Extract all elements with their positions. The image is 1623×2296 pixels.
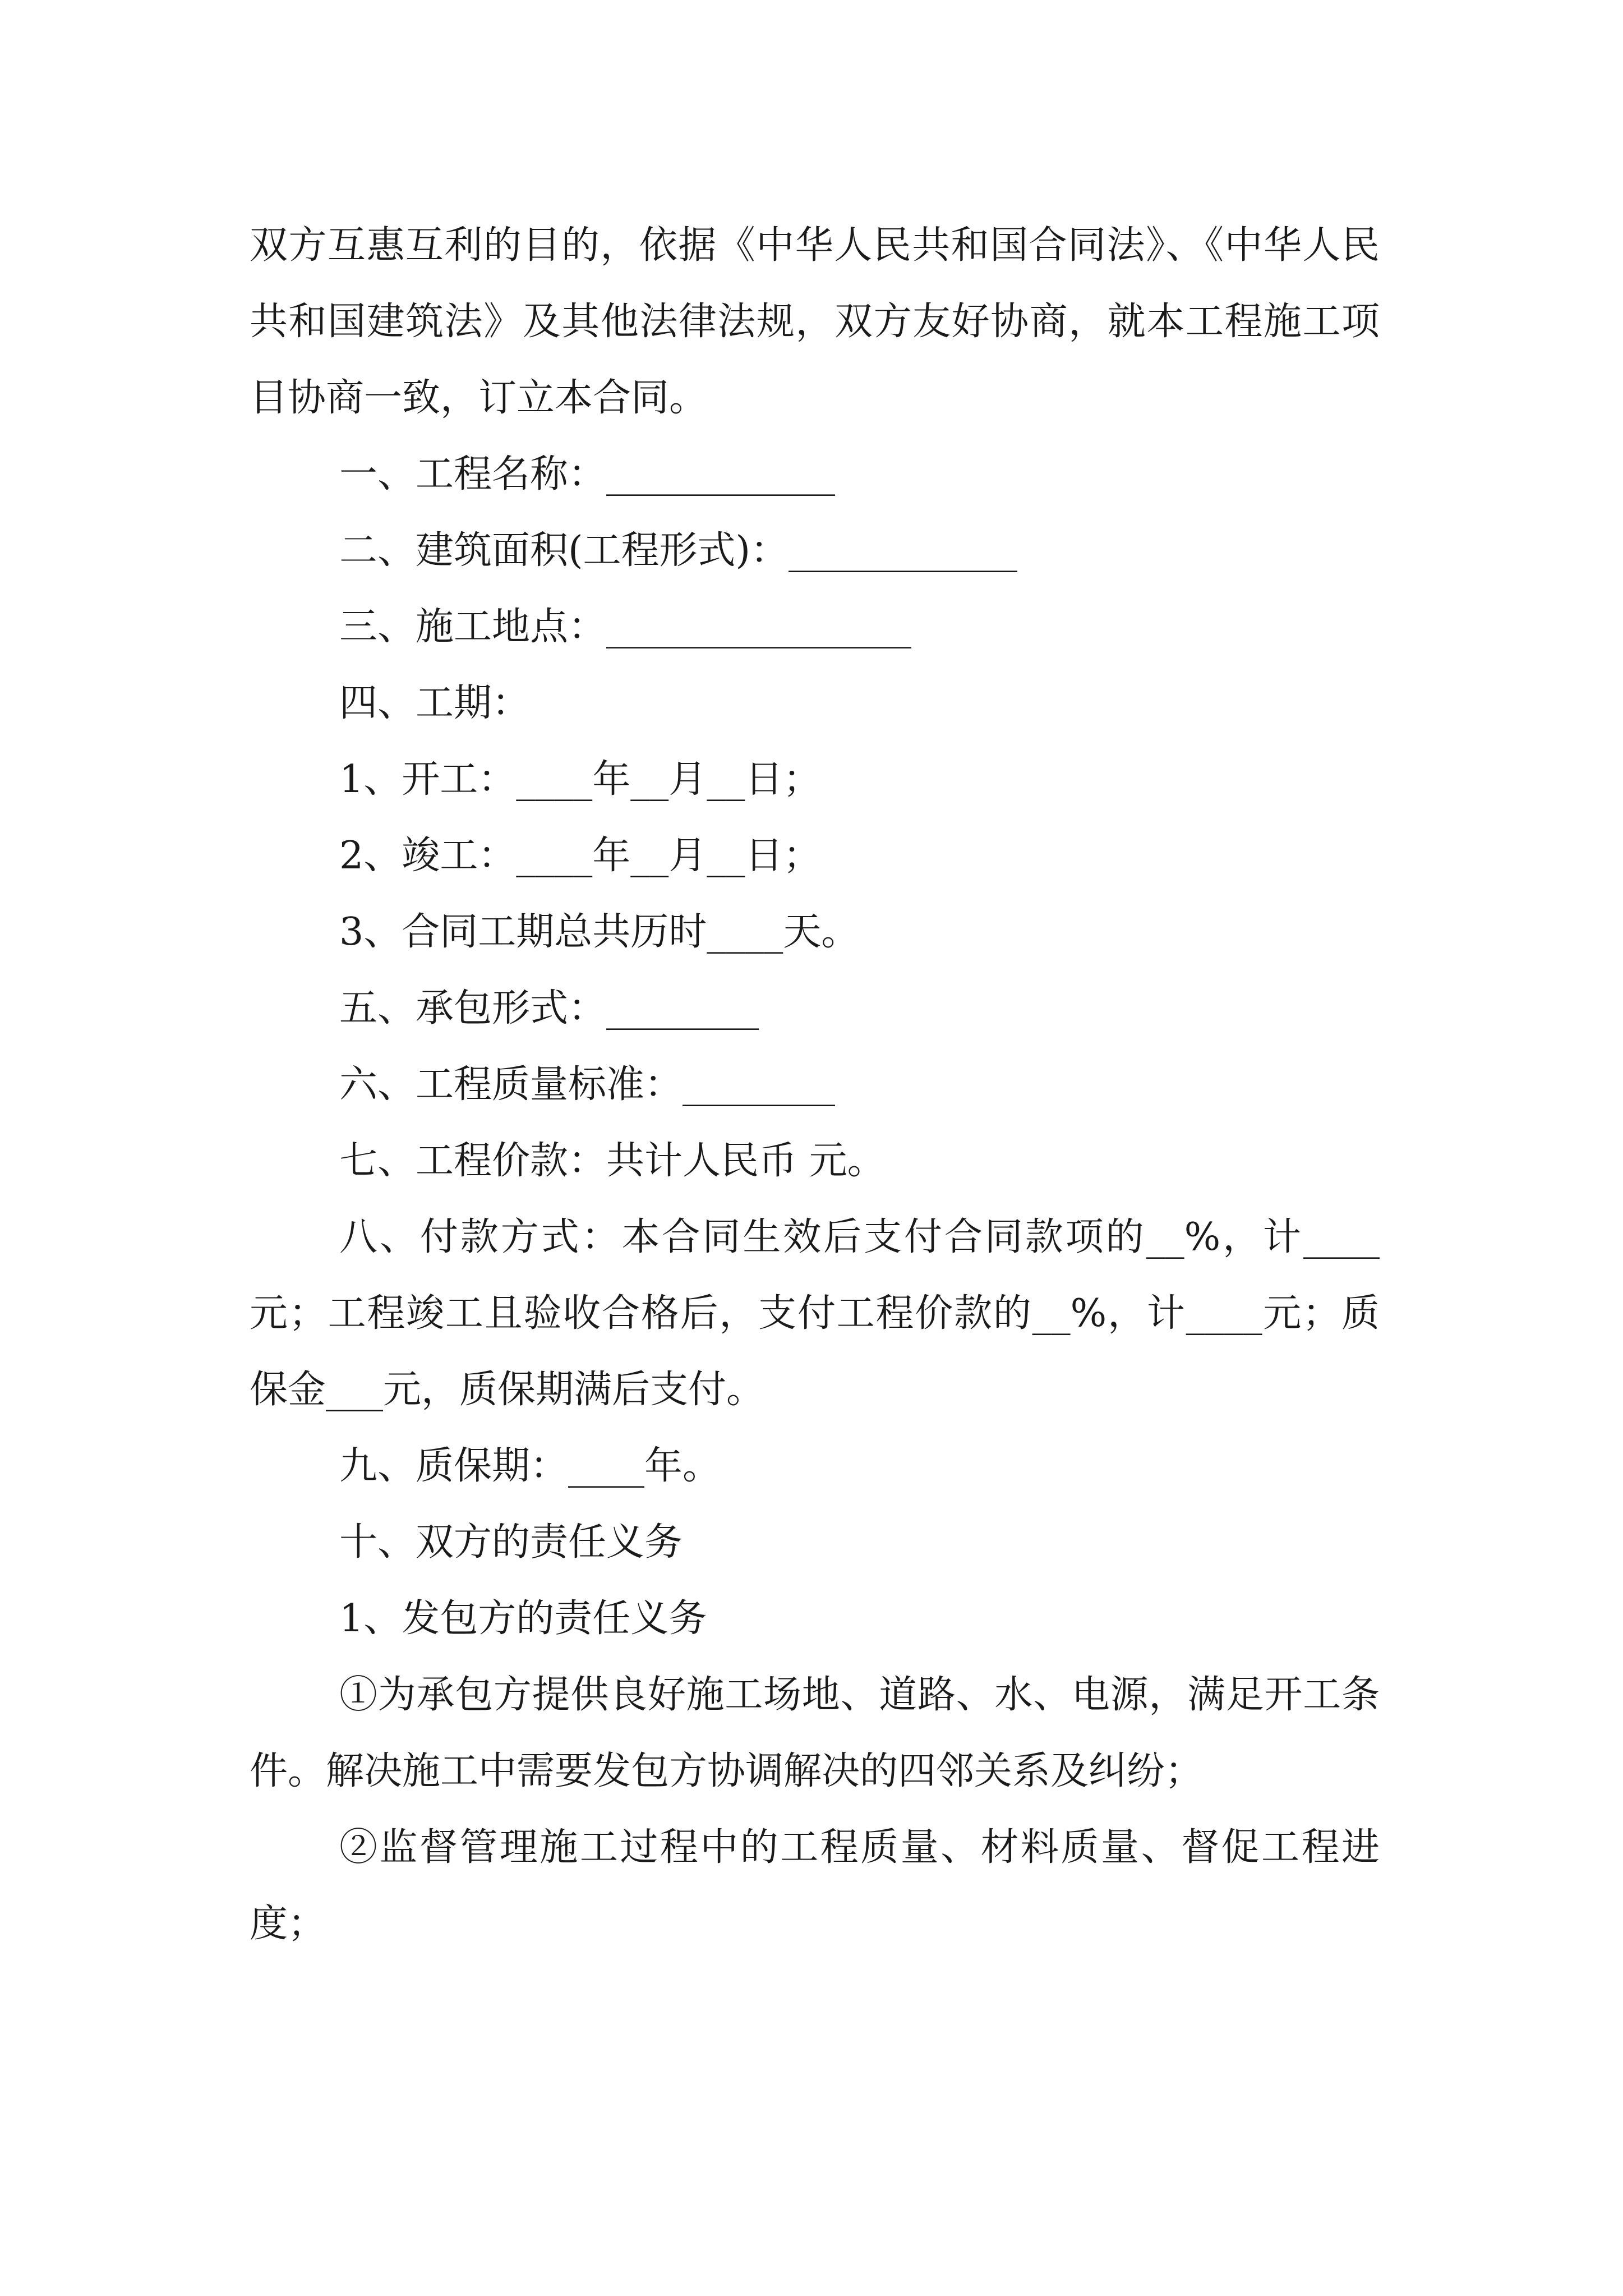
item-completion-date: 2、竣工：____年__月__日；	[339, 834, 822, 878]
paragraph-preamble-continued: 双方互惠互利的目的，依据《中华人民共和国合同法》、《中华人民共和国建筑法》及其他法律法规，双方友好协商，就本工程施工项目协商一致，订立本合同。	[250, 223, 1380, 420]
item-warranty-period: 九、质保期：____年。	[339, 1444, 721, 1488]
item-project-name: 一、工程名称：____________	[339, 452, 836, 496]
item-total-duration: 3、合同工期总共历时____天。	[339, 910, 860, 954]
item-employer-responsibilities: 1、发包方的责任义务	[339, 1596, 707, 1641]
item-building-area: 二、建筑面积(工程形式)：____________	[339, 528, 1018, 573]
item-start-date: 1、开工：____年__月__日；	[339, 757, 822, 802]
item-employer-duty-2: ②监督管理施工过程中的工程质量、材料质量、督促工程进度；	[250, 1825, 1380, 1946]
item-quality-standard: 六、工程质量标准：________	[339, 1062, 836, 1107]
item-project-price: 七、工程价款：共计人民币 元。	[339, 1139, 886, 1183]
document-body	[250, 208, 1380, 1962]
item-construction-period: 四、工期：	[339, 681, 531, 725]
item-contract-form: 五、承包形式：________	[339, 986, 759, 1030]
item-responsibilities: 十、双方的责任义务	[339, 1520, 683, 1565]
item-employer-duty-1: ①为承包方提供良好施工场地、道路、水、电源，满足开工条件。解决施工中需要发包方协调解决的四邻关系及纠纷；	[250, 1673, 1380, 1793]
item-construction-site: 三、施工地点：________________	[339, 605, 912, 649]
item-payment-method: 八、付款方式：本合同生效后支付合同款项的__%，计____元；工程竣工且验收合格后，支付工程价款的__%，计____元；质保金___元，质保期满后支付。	[250, 1215, 1380, 1412]
